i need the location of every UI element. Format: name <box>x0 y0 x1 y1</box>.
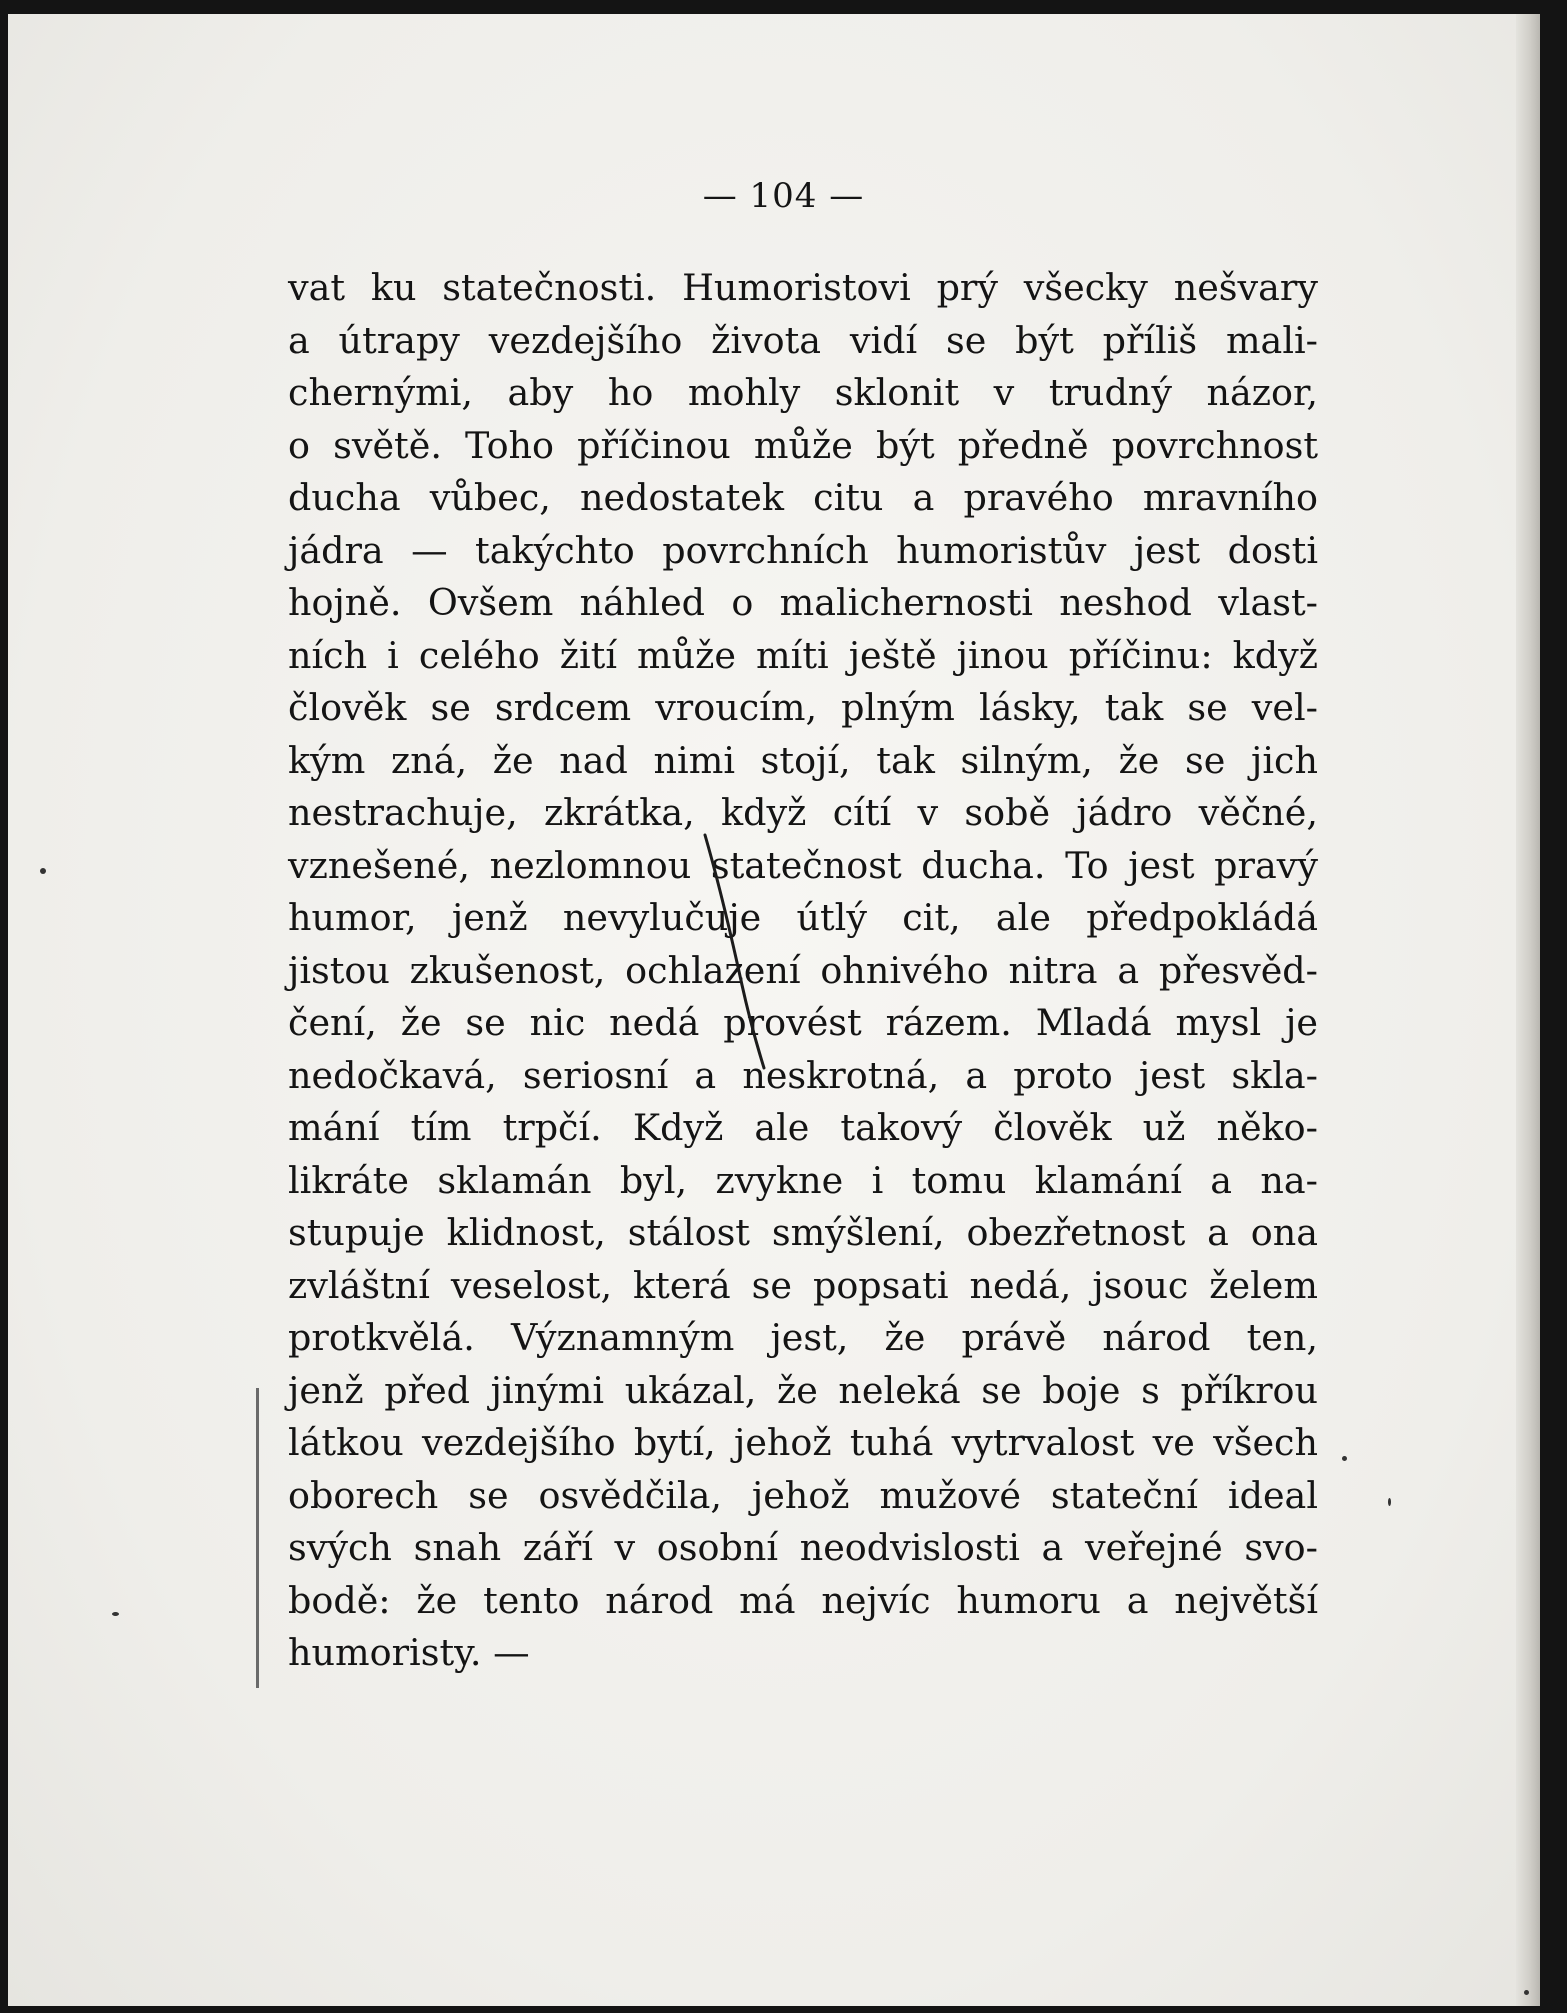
scan-speck <box>40 868 46 874</box>
text-line: vznešené, nezlomnou statečnost ducha. To jest pravý <box>288 843 1318 887</box>
page-number: — 104 — <box>702 176 865 216</box>
text-line: chernými, aby ho mohly sklonit v trudný názor, <box>288 371 1318 414</box>
text-line: kým zná, že nad nimi stojí, tak silným, že se jich <box>288 738 1318 782</box>
text-line: hojně. Ovšem náhled o malichernosti neshod vlast- <box>288 581 1318 624</box>
text-line: stupuje klidnost, stálost smýšlení, obezřetnost a ona <box>288 1211 1318 1254</box>
text-line: ducha vůbec, nedostatek citu a pravého mravního <box>288 476 1318 519</box>
text-line: vat ku statečnosti. Humoristovi prý všecky nešvary <box>288 266 1318 309</box>
text-line: svých snah září v osobní neodvislosti a veřejné svo- <box>288 1526 1318 1569</box>
text-line: oborech se osvědčila, jehož mužové stateční ideal <box>288 1473 1318 1517</box>
text-line: mání tím trpčí. Když ale takový člověk už něko- <box>288 1106 1318 1149</box>
scan-speck <box>112 1612 119 1616</box>
margin-pencil-line <box>256 1388 259 1688</box>
text-line: jenž před jinými ukázal, že neleká se boje s příkrou <box>288 1368 1318 1412</box>
text-line: nedočkavá, seriosní a neskrotná, a proto jest skla- <box>288 1053 1318 1097</box>
text-line: likráte sklamán byl, zvykne i tomu klamání a na- <box>288 1158 1318 1202</box>
text-line: humor, jenž nevylučuje útlý cit, ale předpokládá <box>288 896 1318 939</box>
text-line: jádra — takýchto povrchních humoristův jest dosti <box>288 528 1318 572</box>
text-line: ních i celého žití může míti ještě jinou příčinu: když <box>288 633 1318 677</box>
text-line: čení, že se nic nedá provést rázem. Mladá mysl je <box>288 1001 1318 1044</box>
text-line: o světě. Toho příčinou může být předně povrchnost <box>288 423 1318 467</box>
text-line: zvláštní veselost, která se popsati nedá, jsouc želem <box>288 1263 1318 1307</box>
text-line: nestrachuje, zkrátka, když cítí v sobě jádro věčné, <box>288 791 1318 834</box>
text-line: protkvělá. Významným jest, že právě národ ten, <box>288 1316 1318 1359</box>
scan-speck <box>1342 1456 1347 1461</box>
page-edge-shadow <box>1516 14 1540 2006</box>
scan-speck <box>1388 1498 1391 1506</box>
text-line: bodě: že tento národ má nejvíc humoru a největší <box>288 1578 1318 1622</box>
body-text <box>288 262 1318 1680</box>
text-line: látkou vezdejšího bytí, jehož tuhá vytrvalost ve všech <box>288 1421 1318 1464</box>
text-line: a útrapy vezdejšího života vidí se být příliš mali- <box>288 318 1318 362</box>
scan-speck <box>1524 1990 1529 1995</box>
text-line: člověk se srdcem vroucím, plným lásky, tak se vel- <box>288 686 1318 729</box>
text-line: jistou zkušenost, ochlazení ohnivého nitra a přesvěd- <box>288 948 1318 992</box>
text-line: humoristy. — <box>288 1631 530 1674</box>
